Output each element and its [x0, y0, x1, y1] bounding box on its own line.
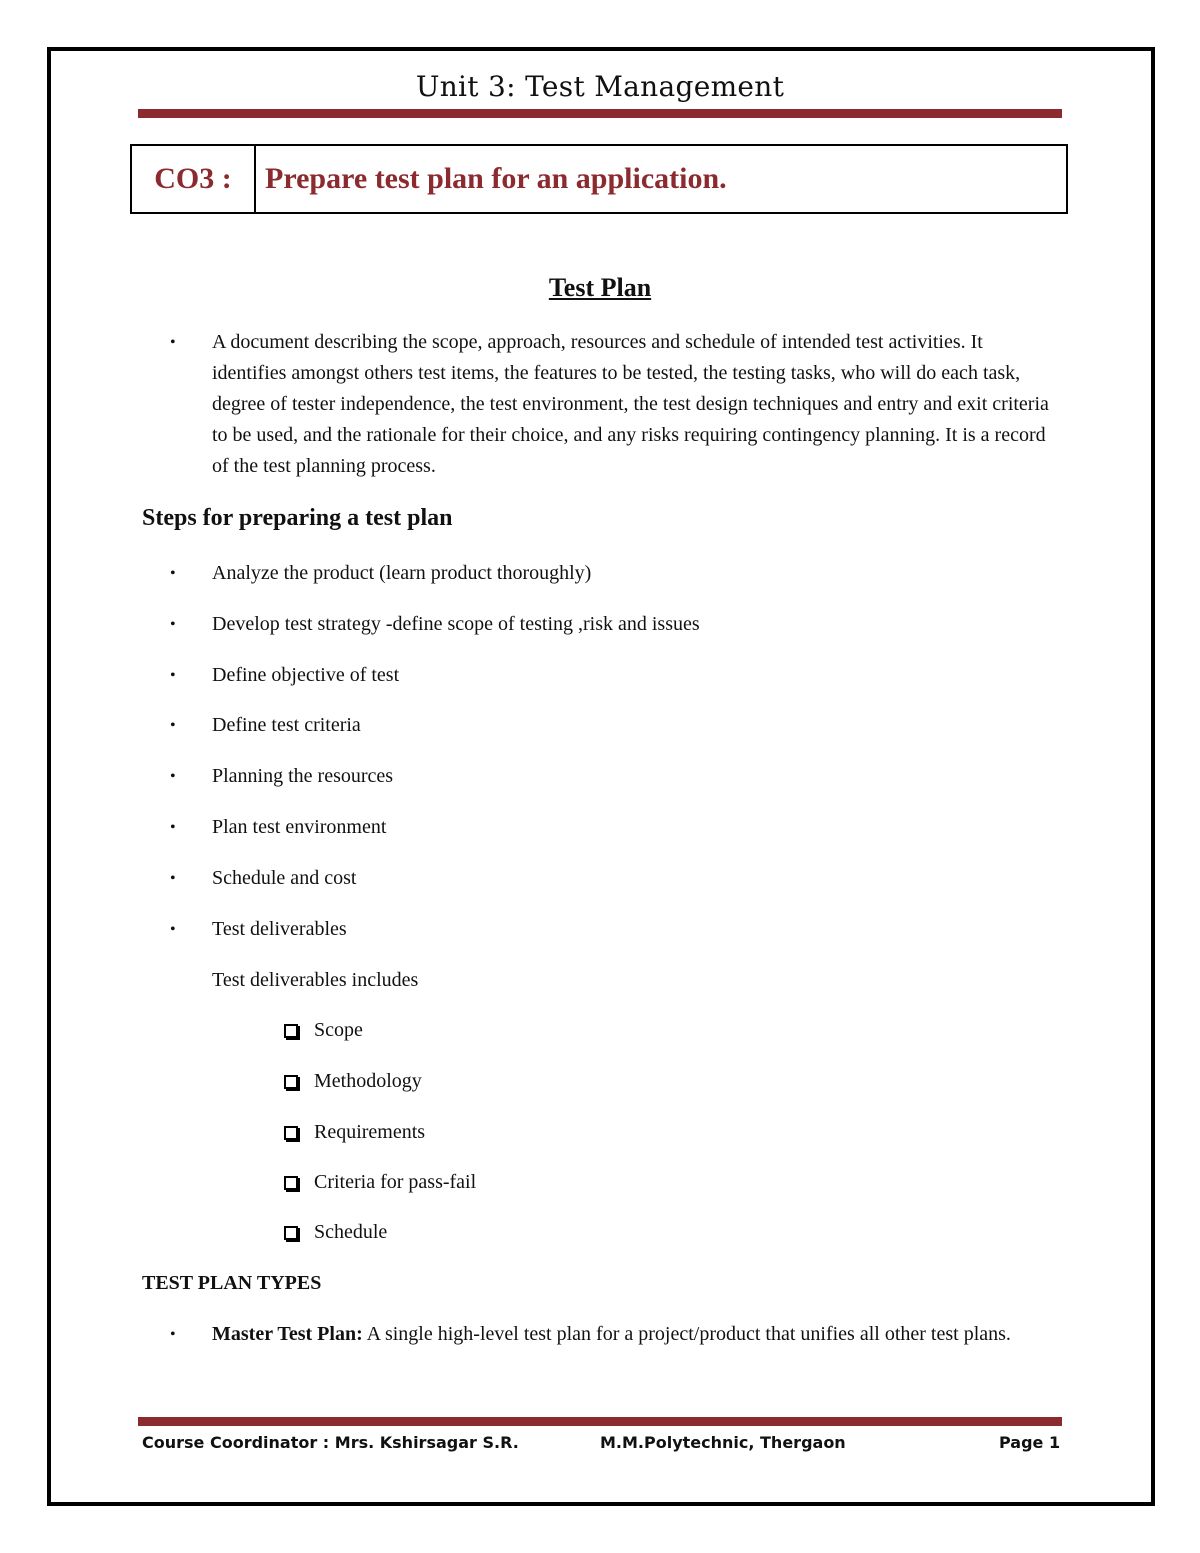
bullet-icon: •: [170, 667, 176, 684]
master-plan-description: A single high-level test plan for a project/product that unifies all other test plans.: [362, 1323, 1011, 1345]
master-plan-text: [212, 1319, 1062, 1350]
list-item: [170, 609, 700, 640]
co-text: Prepare test plan for an application.: [265, 162, 727, 195]
definition-text: A document describing the scope, approach, resources and schedule of intended test activities. It identifies amongst others test items, the features to be tested, the testing tasks, who will do each task, degree of tester independence, the test environment, the test design techniques and entry and exit criteria to be used, and the rationale for their choice, and any risks requiring contingency planning. It is a record of the test planning process.: [212, 331, 1049, 477]
bullet-icon: •: [170, 616, 176, 633]
footer-institute: M.M.Polytechnic, Thergaon: [600, 1433, 846, 1452]
course-outcome-box: [130, 144, 1068, 214]
checkbox-icon: [284, 1126, 298, 1140]
section-title: Test Plan: [548, 273, 652, 302]
step-text: Define objective of test: [212, 664, 400, 686]
unit-title: Unit 3: Test Management: [415, 70, 785, 103]
deliverable-item: [284, 1015, 363, 1046]
steps-heading: Steps for preparing a test plan: [142, 505, 453, 531]
deliverable-item: [284, 1217, 387, 1248]
bullet-icon: •: [170, 717, 176, 734]
deliverable-item: [284, 1117, 425, 1148]
step-text: Planning the resources: [212, 765, 394, 787]
deliverable-text: Schedule: [314, 1221, 388, 1243]
checkbox-icon: [284, 1226, 298, 1240]
checkbox-icon: [284, 1075, 298, 1089]
definition-bullet: [170, 327, 1062, 482]
deliverable-text: Methodology: [314, 1070, 422, 1092]
header-rule: [138, 109, 1062, 118]
list-item: [170, 660, 399, 691]
footer-page-number: Page 1: [999, 1433, 1061, 1452]
bullet-icon: •: [170, 870, 176, 887]
bullet-icon: •: [170, 921, 176, 938]
step-text: Test deliverables: [212, 918, 347, 940]
list-item: [170, 914, 347, 945]
list-item: [170, 1319, 1062, 1350]
checkbox-icon: [284, 1176, 298, 1190]
list-item: [170, 812, 386, 843]
bullet-icon: •: [170, 334, 176, 351]
bullet-icon: •: [170, 565, 176, 582]
list-item: [170, 863, 356, 894]
bullet-icon: •: [170, 1326, 176, 1343]
footer-coordinator: Course Coordinator : Mrs. Kshirsagar S.R.: [142, 1433, 519, 1452]
bullet-icon: •: [170, 819, 176, 836]
deliverable-text: Requirements: [314, 1121, 426, 1143]
list-item: [170, 761, 393, 792]
step-text: Plan test environment: [212, 816, 387, 838]
types-heading: TEST PLAN TYPES: [142, 1272, 322, 1294]
step-text: Analyze the product (learn product thoroughly): [212, 562, 592, 584]
co-label: CO3 :: [132, 146, 256, 212]
bullet-icon: •: [170, 768, 176, 785]
step-text: Develop test strategy -define scope of testing ,risk and issues: [212, 613, 700, 635]
list-item: [170, 710, 361, 741]
deliverables-intro: Test deliverables includes: [212, 969, 419, 991]
deliverable-text: Criteria for pass-fail: [314, 1171, 477, 1193]
step-text: Define test criteria: [212, 714, 361, 736]
master-plan-label: Master Test Plan:: [212, 1323, 363, 1345]
deliverable-item: [284, 1167, 476, 1198]
deliverable-text: Scope: [314, 1019, 363, 1041]
deliverable-item: [284, 1066, 422, 1097]
step-text: Schedule and cost: [212, 867, 357, 889]
footer-rule: [138, 1417, 1062, 1426]
list-item: [170, 558, 591, 589]
checkbox-icon: [284, 1024, 298, 1038]
